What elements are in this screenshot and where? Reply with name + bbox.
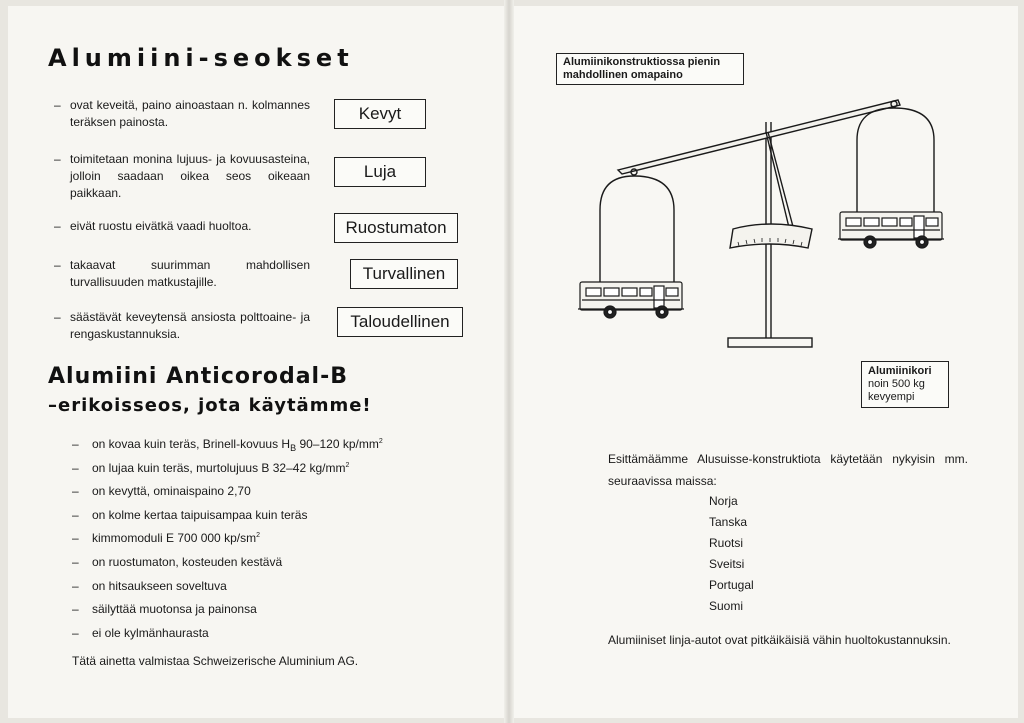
property-label-box: Taloudellinen: [337, 307, 463, 337]
section-heading: Alumiini Anticorodal-B: [48, 364, 348, 389]
section-subheading: –erikoisseos, jota käytämme!: [48, 395, 372, 416]
manufacturer-note: Tätä ainetta valmistaa Schweizerische Aluminium AG.: [72, 654, 359, 668]
feature-text: on lujaa kuin teräs, murtolujuus B 32–42 kg/mm: [92, 460, 346, 475]
feature-text: on kovaa kuin teräs, Brinell-kovuus H: [92, 437, 291, 451]
property-label-box: Luja: [334, 157, 426, 187]
list-item: [72, 579, 492, 603]
intro-paragraph: Esittämäämme Alusuisse-konstruktiota käytetään nykyisin mm. seuraavissa maissa:: [608, 452, 968, 488]
dash: –: [72, 531, 79, 546]
feature-text: on ruostumaton, kosteuden kestävä: [92, 554, 283, 569]
callout-title: Alumiinikori: [868, 365, 932, 377]
list-item: Portugal: [709, 578, 754, 592]
dash: –: [54, 310, 61, 324]
list-item: [72, 508, 492, 532]
property-label-box: Kevyt: [334, 99, 426, 129]
property-text: ovat keveitä, paino ainoastaan n. kolmannes teräksen painosta.: [70, 98, 310, 129]
feature-text: kimmomoduli E 700 000 kp/sm: [92, 531, 257, 546]
dash: –: [54, 219, 61, 233]
dash: –: [72, 602, 79, 617]
list-item: [72, 484, 492, 508]
list-item: [72, 437, 492, 461]
list-item: Ruotsi: [709, 536, 744, 550]
feature-superscript: 2: [345, 461, 350, 469]
list-item: Suomi: [709, 599, 744, 613]
callout-line: noin 500 kg: [868, 378, 925, 390]
feature-subscript: B: [290, 443, 297, 453]
feature-text-end: 90–120 kp/mm: [296, 437, 379, 451]
dash: –: [72, 625, 79, 640]
feature-superscript: 2: [378, 438, 383, 445]
feature-superscript: 2: [256, 532, 260, 540]
feature-list: [72, 437, 492, 649]
callout-line: kevyempi: [868, 391, 915, 403]
dash: –: [72, 578, 79, 593]
country-list: [709, 494, 754, 620]
dash: –: [54, 258, 61, 272]
scale-dial: [730, 224, 812, 248]
diagram-caption-box: [556, 53, 744, 85]
balance-scale-illustration: [570, 92, 960, 352]
property-text: toimitetaan monina lujuus- ja kovuusasteina, jolloin saadaan oikea seos oikeaan paikkaan.: [70, 152, 310, 200]
property-text: eivät ruostu eivätkä vaadi huoltoa.: [70, 219, 252, 233]
bus-icon: [838, 212, 944, 248]
dash: –: [72, 484, 79, 499]
list-item: Tanska: [709, 515, 748, 529]
hanger-bell-left: [600, 176, 674, 289]
page-title: Alumiini-seokset: [48, 44, 354, 72]
list-item: [72, 626, 492, 650]
bus-icon: [578, 282, 684, 318]
property-text: säästävät keveytensä ansiosta polttoaine- ja rengaskustannuksia.: [70, 310, 310, 341]
scale-base: [728, 338, 812, 347]
dash: –: [72, 437, 79, 451]
dash: –: [54, 98, 61, 112]
dash: –: [72, 554, 79, 569]
closing-paragraph: Alumiiniset linja-autot ovat pitkäikäisiä vähin huoltokustannuksin.: [608, 633, 951, 647]
feature-text: on kolme kertaa taipuisampaa kuin teräs: [92, 507, 308, 522]
caption-line: Alumiinikonstruktiossa pienin: [563, 56, 721, 68]
feature-text: säilyttää muotonsa ja painonsa: [92, 602, 257, 617]
weight-callout-box: [861, 361, 949, 408]
page-gutter: [504, 0, 514, 723]
hanger-bell-right: [857, 108, 934, 219]
feature-text: on kevyttä, ominaispaino 2,70: [92, 484, 251, 499]
feature-text: ei ole kylmänhaurasta: [92, 625, 209, 640]
dash: –: [72, 507, 79, 522]
list-item: Sveitsi: [709, 557, 745, 571]
property-label-box: Ruostumaton: [334, 213, 458, 243]
dash: –: [72, 460, 79, 475]
scale-needle: [768, 132, 796, 238]
list-item: [72, 531, 492, 555]
dash: –: [54, 152, 61, 166]
list-item: [72, 602, 492, 626]
list-item: [72, 555, 492, 579]
list-item: [72, 461, 492, 485]
property-label-box: Turvallinen: [350, 259, 458, 289]
feature-text: on hitsaukseen soveltuva: [92, 578, 227, 593]
property-text: takaavat suurimman mahdollisen turvallisuuden matkustajille.: [70, 258, 310, 289]
list-item: Norja: [709, 494, 738, 508]
caption-line: mahdollinen omapaino: [563, 69, 683, 81]
